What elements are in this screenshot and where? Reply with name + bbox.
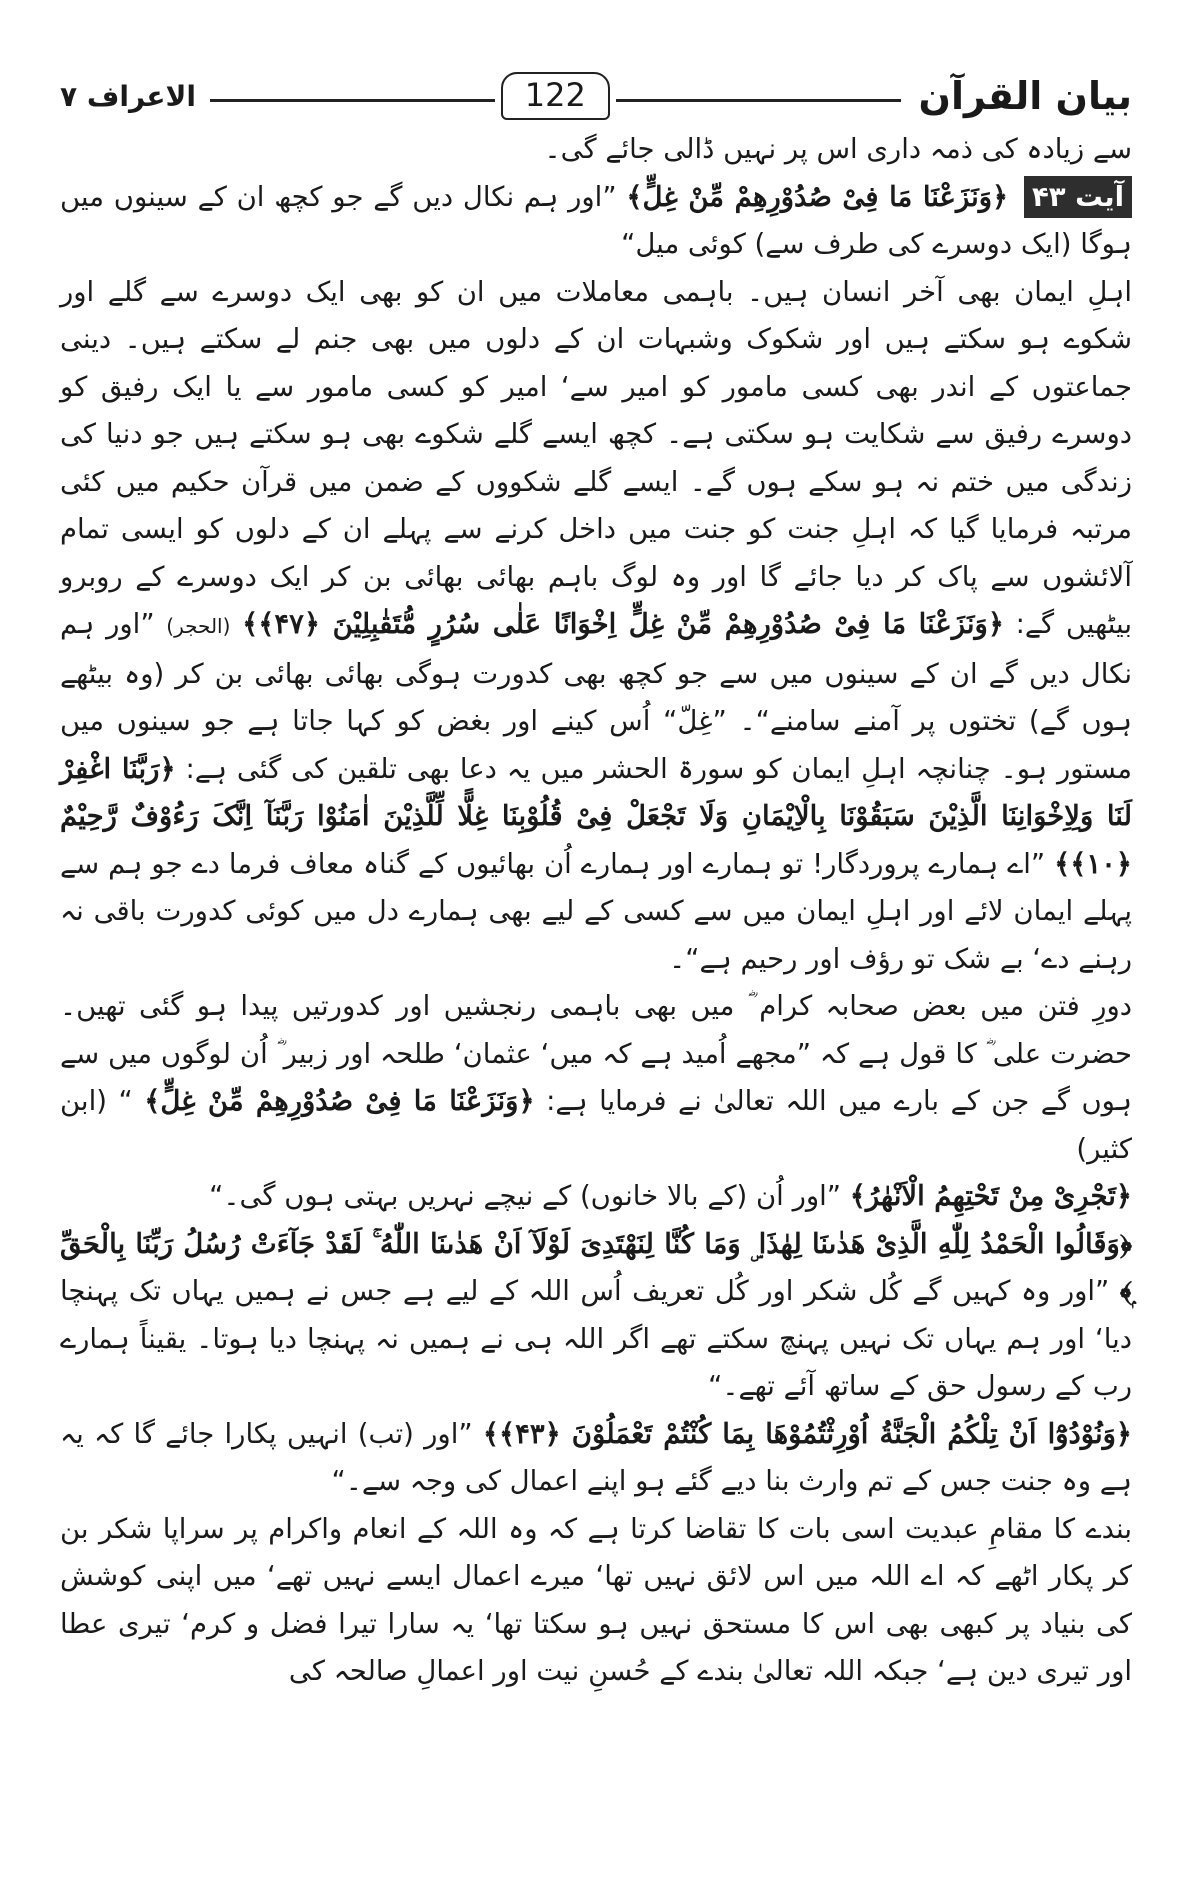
quran-quote: ﴿وَنُوْدُوْٓا اَنْ تِلْکُمُ الْجَنَّةُ اُوْرِثْتُمُوْهَا بِمَا کُنْتُمْ تَعْمَلُوْنَ ﴿۴۳﴾﴾ bbox=[482, 1417, 1132, 1450]
surah-name: الاعراف ۷ bbox=[60, 79, 196, 113]
page-number: 122 bbox=[501, 72, 610, 120]
paragraph-text: ”اور وہ کہیں گے کُل شکر اور کُل تعریف اُس اللہ کے لیے ہے جس نے ہمیں یہاں تک پہنچا دیا‘ اور ہم یہاں تک نہیں پہنچ سکتے تھے اگر اللہ ہی نے ہمیں نہ پہنچا دیا ہوتا۔ یقیناً ہمارے رب کے رسول حق کے ساتھ آئے تھے۔“ bbox=[60, 1275, 1132, 1402]
ayah-translation: ”اور ہم نکال دیں گے جو کچھ ان کے سینوں میں ہوگا (ایک دوسرے کی طرف سے) کوئی میل“ bbox=[60, 180, 1132, 260]
paragraph bbox=[60, 1221, 1132, 1411]
header-rule-left bbox=[210, 99, 495, 102]
quran-quote: ﴿وَقَالُوا الْحَمْدُ لِلّٰهِ الَّذِیْ هَدٰىنَا لِهٰذَا ۣ وَمَا کُنَّا لِنَهْتَدِیَ لَوْلَآ اَنْ هَدٰىنَا اللّٰهُ ۚ لَقَدْ جَآءَتْ رُسُلُ رَبِّنَا بِالْحَقِّ ۭ﴾ bbox=[60, 1227, 1132, 1307]
quran-quote: ﴿رَبَّنَا اغْفِرْ لَنَا وَلِاِخْوَانِنَا الَّذِیْنَ سَبَقُوْنَا بِالْاِیْمَانِ وَلَا تَجْعَلْ فِیْ قُلُوْبِنَا غِلًّا لِّلَّذِیْنَ اٰمَنُوْا رَبَّنَآ اِنَّکَ رَءُوْفٌ رَّحِیْمٌ ﴿۱۰﴾﴾ bbox=[60, 752, 1132, 880]
quran-quote: ﴿وَنَزَعْنَا مَا فِیْ صُدُوْرِهِمْ مِّنْ غِلٍّ اِخْوَانًا عَلٰی سُرُرٍ مُّتَقٰبِلِیْنَ ﴿۴۷﴾﴾ bbox=[242, 608, 1004, 640]
book-title: بیان القرآن bbox=[918, 74, 1132, 118]
header-rule-right bbox=[616, 99, 901, 102]
paragraph: بندے کا مقامِ عبدیت اسی بات کا تقاضا کرتا ہے کہ وہ اللہ کے انعام واکرام پر سراپا شکر بن کر پکار اٹھے کہ اے اللہ میں اس لائق نہیں تھا‘ میرے اعمال ایسے نہیں تھے‘ میں اپنی کوشش کی بنیاد پر کبھی بھی اس کا مستحق نہیں ہو سکتا تھا‘ یہ سارا تیرا فضل و کرم‘ تیری عطا اور تیری دین ہے‘ جبکہ اللہ تعالیٰ بندے کے حُسنِ نیت اور اعمالِ صالحہ کی bbox=[60, 1512, 1132, 1687]
ayah-number-badge: آیت ۴۳ bbox=[1024, 176, 1132, 218]
ayah-arabic: ﴿وَنَزَعْنَا مَا فِیْ صُدُوْرِهِمْ مِّنْ غِلٍّ﴾ bbox=[626, 180, 1009, 213]
paragraph bbox=[60, 1411, 1132, 1506]
paragraph-text: ”اور (تب) انہیں پکارا جائے گا کہ یہ ہے وہ جنت جس کے تم وارث بنا دیے گئے ہو اپنے اعمال کی وجہ سے۔“ bbox=[60, 1417, 1132, 1497]
paragraph-text: اہلِ ایمان بھی آخر انسان ہیں۔ باہمی معاملات میں ان کو بھی ایک دوسرے سے گلے اور شکوے ہو سکتے ہیں اور شکوک وشبہات ان کے دلوں میں بھی جنم لے سکتے ہیں۔ دینی جماعتوں کے اندر بھی کسی مامور کو امیر سے‘ امیر کو کسی مامور سے یا ایک رفیق کو دوسرے رفیق سے شکایت ہو سکتی ہے۔ کچھ ایسے گلے شکوے بھی ہو سکتے ہیں جو دنیا کی زندگی میں ختم نہ ہو سکے ہوں گے۔ ایسے گلے شکووں کے ضمن میں قرآن حکیم میں کئی مرتبہ فرمایا گیا کہ اہلِ جنت کو جنت میں داخل کرنے سے پہلے ان کے دلوں کو ایسی تمام آلائشوں سے پاک کر دیا جائے گا اور وہ لوگ باہم بھائی بھائی بن کر ایک دوسرے کے روبرو بیٹھیں گے: bbox=[60, 275, 1133, 640]
paragraph-text: ”اور اُن (کے بالا خانوں) کے نیچے نہریں بہتی ہوں گی۔“ bbox=[209, 1180, 842, 1212]
paragraph bbox=[60, 983, 1132, 1173]
quran-quote: ﴿تَجْرِیْ مِنْ تَحْتِهِمُ الْاَنْهٰرُ﴾ bbox=[849, 1180, 1132, 1212]
paragraph-text: ”غِلّ“ اُس کینے اور بغض کو کہا جاتا ہے جو سینوں میں مستور ہو۔ چنانچہ اہلِ ایمان کو سورۃ الحشر میں یہ دعا بھی تلقین کی گئی ہے: bbox=[60, 705, 1133, 785]
continuation-line: سے زیادہ کی ذمہ داری اس پر نہیں ڈالی جائے گی۔ bbox=[544, 133, 1132, 165]
quran-quote: ﴿وَنَزَعْنَا مَا فِیْ صُدُوْرِهِمْ مِّنْ غِلٍّ﴾ bbox=[144, 1085, 535, 1117]
paragraph-text: ”اے ہمارے پروردگار! تو ہمارے اور ہمارے اُن بھائیوں کے گناہ معاف فرما دے جو ہم سے پہلے ایمان لائے اور اہلِ ایمان میں سے کسی کے لیے بھی ہمارے دل میں کوئی کدورت باقی نہ رہنے دے‘ بے شک تو رؤف اور رحیم ہے“۔ bbox=[60, 847, 1132, 975]
paragraph-text: دورِ فتن میں بعض صحابہ کرام ؓ میں بھی باہمی رنجشیں اور کدورتیں پیدا ہو گئی تھیں۔ حضرت علی ؓ کا قول ہے کہ ”مجھے اُمید ہے کہ میں‘ عثمان‘ طلحہ اور زبیر ؓ اُن لوگوں میں سے ہوں گے جن کے بارے میں اللہ تعالیٰ نے فرمایا ہے: bbox=[60, 990, 1132, 1117]
page-header bbox=[60, 70, 1132, 122]
reference: “ (ابن کثیر) bbox=[60, 1085, 1132, 1165]
ayah-block bbox=[60, 174, 1132, 269]
reference: (الحجر) bbox=[166, 614, 231, 638]
paragraph bbox=[60, 1173, 1132, 1221]
page-body bbox=[60, 126, 1132, 1696]
paragraph bbox=[60, 269, 1132, 984]
paragraph-text: ”اور ہم نکال دیں گے ان کے سینوں میں سے جو کچھ بھی کدورت ہوگی بھائی بھائی بن کر (وہ بیٹھے ہوں گے) تختوں پر آمنے سامنے“۔ bbox=[60, 608, 1132, 737]
